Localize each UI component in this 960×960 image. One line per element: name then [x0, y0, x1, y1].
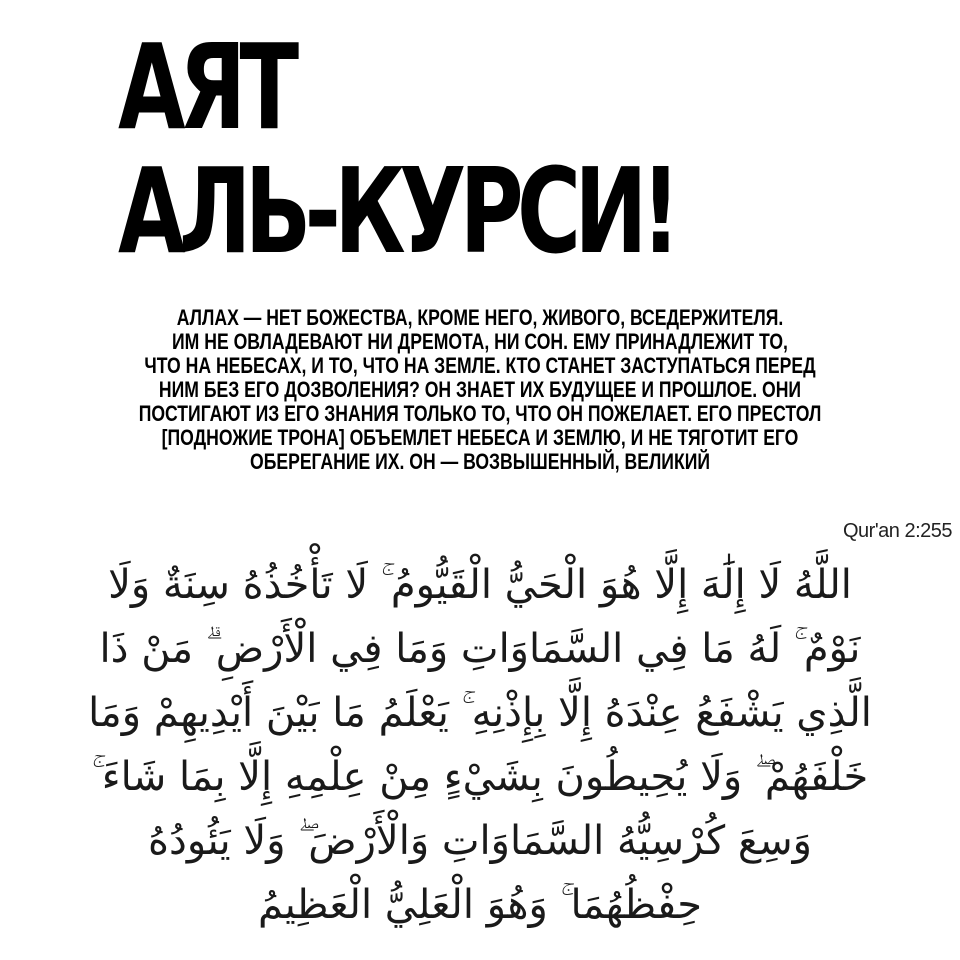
translation-line: ИМ НЕ ОВЛАДЕВАЮТ НИ ДРЕМОТА, НИ СОН. ЕМУ ПРИНАДЛЕЖИТ ТО, [172, 329, 788, 354]
translation-line: ОБЕРЕГАНИЕ ИХ. ОН — ВОЗВЫШЕННЫЙ, ВЕЛИКИЙ [250, 449, 710, 474]
arabic-line: الَّذِي يَشْفَعُ عِنْدَهُ إِلَّا بِإِذْنِهِ ۚ يَعْلَمُ مَا بَيْنَ أَيْدِيهِمْ وَمَا [88, 690, 872, 736]
translation-line: НИМ БЕЗ ЕГО ДОЗВОЛЕНИЯ? ОН ЗНАЕТ ИХ БУДУЩЕЕ И ПРОШЛОЕ. ОНИ [158, 377, 802, 402]
arabic-verse [60, 553, 900, 937]
translation-line: [ПОДНОЖИЕ ТРОНА] ОБЪЕМЛЕТ НЕБЕСА И ЗЕМЛЮ, И НЕ ТЯГОТИТ ЕГО [161, 425, 799, 450]
source-citation: Qur'an 2:255 [842, 520, 952, 542]
arabic-line: نَوْمٌ ۚ لَهُ مَا فِي السَّمَاوَاتِ وَمَا فِي الْأَرْضِ ۗ مَنْ ذَا [99, 626, 861, 672]
arabic-line: اللَّهُ لَا إِلَٰهَ إِلَّا هُوَ الْحَيُّ الْقَيُّومُ ۚ لَا تَأْخُذُهُ سِنَةٌ وَلَا [108, 562, 852, 608]
russian-translation [0, 306, 960, 474]
translation-line: ПОСТИГАЮТ ИЗ ЕГО ЗНАНИЯ ТОЛЬКО ТО, ЧТО ОН ПОЖЕЛАЕТ. ЕГО ПРЕСТОЛ [138, 401, 822, 426]
title-line-1: АЯТ [118, 18, 293, 156]
arabic-line: وَسِعَ كُرْسِيُّهُ السَّمَاوَاتِ وَالْأَرْضَ ۖ وَلَا يَئُودُهُ [148, 818, 812, 864]
arabic-line: خَلْفَهُمْ ۖ وَلَا يُحِيطُونَ بِشَيْءٍ مِنْ عِلْمِهِ إِلَّا بِمَا شَاءَ ۚ [91, 754, 869, 800]
translation-line: ЧТО НА НЕБЕСАХ, И ТО, ЧТО НА ЗЕМЛЕ. КТО СТАНЕТ ЗАСТУПАТЬСЯ ПЕРЕД [144, 353, 816, 378]
title-line-2: АЛЬ-КУРСИ! [118, 142, 674, 280]
translation-line: АЛЛАХ — НЕТ БОЖЕСТВА, КРОМЕ НЕГО, ЖИВОГО, ВСЕДЕРЖИТЕЛЯ. [176, 305, 784, 330]
arabic-line: حِفْظُهُمَا ۚ وَهُوَ الْعَلِيُّ الْعَظِيمُ [257, 882, 703, 928]
